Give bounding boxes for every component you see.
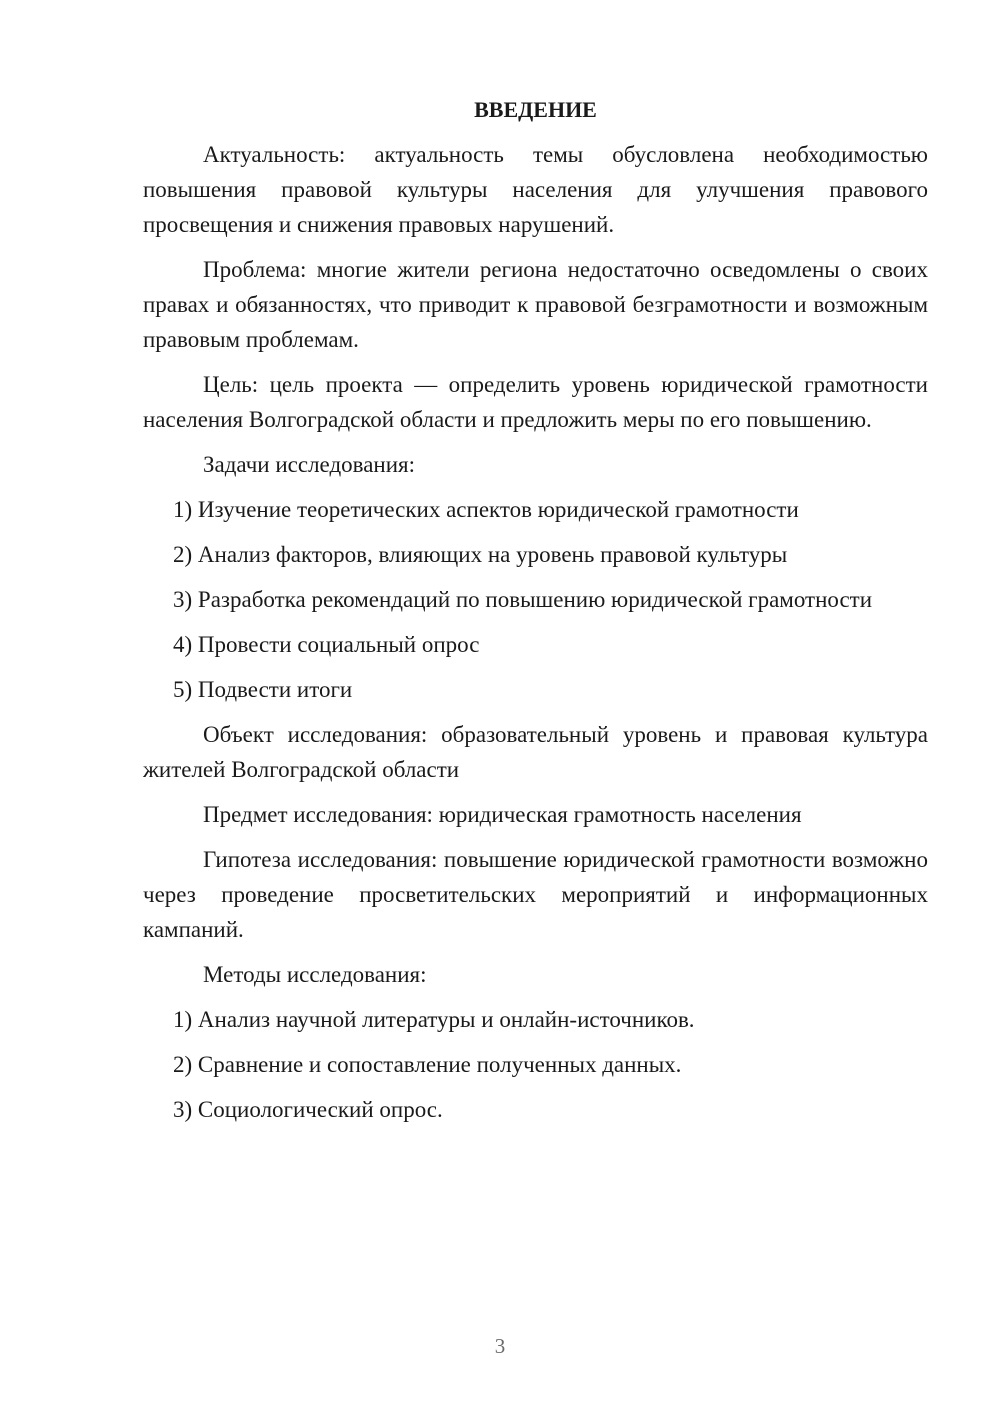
relevance-paragraph: Актуальность: актуальность темы обусловлена необходимостью повышения правовой культуры населения для улучшения правового просвещения и снижения правовых нарушений. [143, 142, 928, 237]
method-item-3: 3) Социологический опрос. [173, 1097, 443, 1122]
methods-heading: Методы исследования: [203, 962, 427, 987]
task-item-2: 2) Анализ факторов, влияющих на уровень правовой культуры [173, 542, 788, 567]
subject-paragraph: Предмет исследования: юридическая грамотность населения [203, 802, 802, 827]
page-number: 3 [494, 1334, 506, 1358]
hypothesis-paragraph: Гипотеза исследования: повышение юридической грамотности возможно через проведение просветительских мероприятий и информационных кампаний. [143, 847, 928, 942]
task-item-4: 4) Провести социальный опрос [173, 632, 480, 657]
object-paragraph: Объект исследования: образовательный уровень и правовая культура жителей Волгоградской области [143, 722, 928, 782]
tasks-heading: Задачи исследования: [203, 452, 416, 477]
problem-paragraph: Проблема: многие жители региона недостаточно осведомлены о своих правах и обязанностях, что приводит к правовой безграмотности и возможным правовым проблемам. [143, 257, 928, 352]
goal-paragraph: Цель: цель проекта — определить уровень юридической грамотности населения Волгоградской области и предложить меры по его повышению. [143, 372, 928, 432]
section-title: ВВЕДЕНИЕ [474, 97, 597, 122]
method-item-1: 1) Анализ научной литературы и онлайн-источников. [173, 1007, 695, 1032]
document-body [143, 92, 928, 1137]
method-item-2: 2) Сравнение и сопоставление полученных данных. [173, 1052, 682, 1077]
task-item-3: 3) Разработка рекомендаций по повышению юридической грамотности [173, 587, 873, 612]
task-item-1: 1) Изучение теоретических аспектов юридической грамотности [173, 497, 799, 522]
task-item-5: 5) Подвести итоги [173, 677, 353, 702]
